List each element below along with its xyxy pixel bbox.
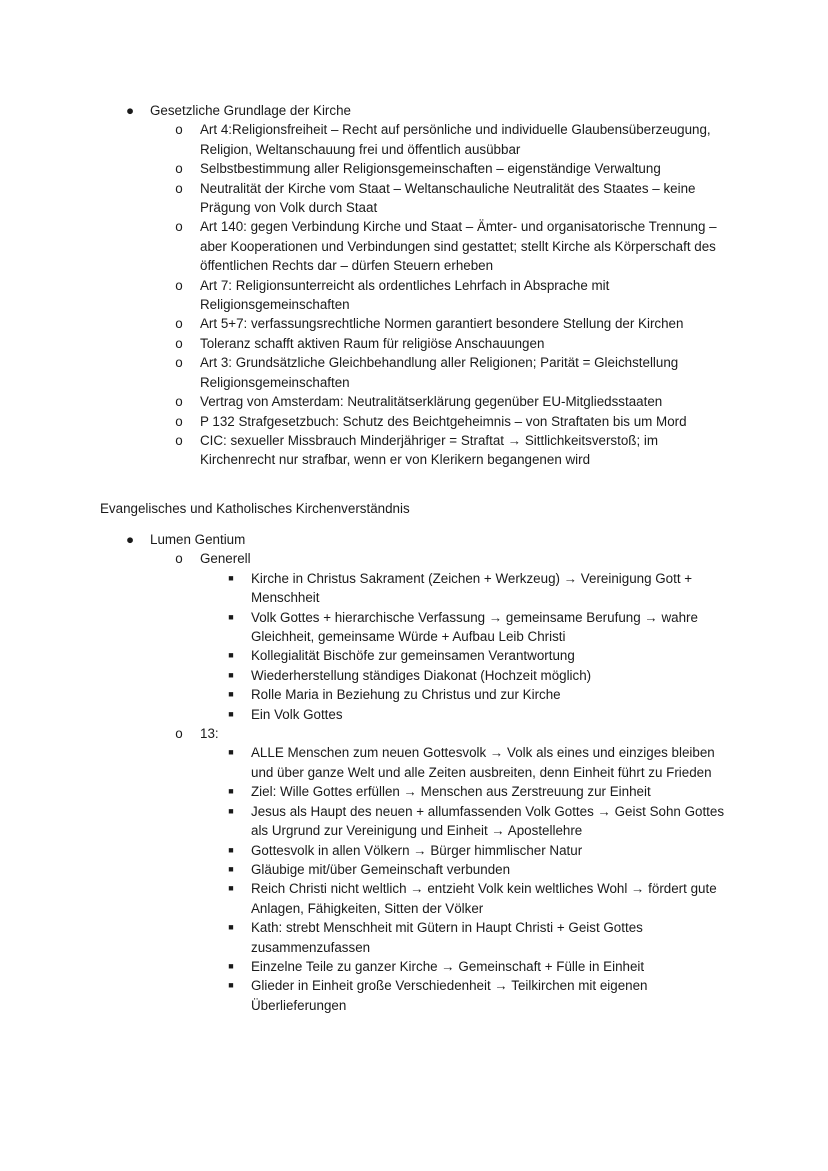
bullet-circle-icon: o xyxy=(175,161,183,177)
list-item-text: Art 3: Grundsätzliche Gleichbehandlung aller Religionen; Parität = Gleichstellung Religionsgemeinschaften xyxy=(200,355,679,390)
list-item-lumen-gentium xyxy=(0,530,828,549)
bullet-circle-icon: o xyxy=(175,394,183,410)
list-item-text: Wiederherstellung ständiges Diakonat (Hochzeit möglich) xyxy=(251,667,592,683)
list-item-text: Kirche in Christus Sakrament (Zeichen + Werkzeug) → Vereinigung Gott + Menschheit xyxy=(251,570,693,606)
list-item xyxy=(0,957,828,976)
bullet-circle-icon: o xyxy=(175,316,183,332)
bullet-square-icon: ■ xyxy=(228,883,234,894)
bullet-disc-icon: ● xyxy=(125,532,135,547)
list-item xyxy=(0,314,828,333)
bullet-square-icon: ■ xyxy=(228,611,234,622)
list-item xyxy=(0,646,828,665)
bullet-square-icon: ■ xyxy=(228,805,234,816)
list-item xyxy=(0,685,828,704)
list-item xyxy=(0,976,828,1015)
list-item xyxy=(0,392,828,411)
list-item-text: Ziel: Wille Gottes erfüllen → Menschen aus Zerstreuung zur Einheit xyxy=(251,784,651,800)
list-item xyxy=(0,334,828,353)
bullet-square-icon: ■ xyxy=(228,922,234,933)
list-item xyxy=(0,412,828,431)
list-item xyxy=(0,802,828,841)
list-item-text: Neutralität der Kirche vom Staat – Weltanschauliche Neutralität des Staates – keine Prägung von Volk durch Staat xyxy=(200,180,696,216)
bullet-square-icon: ■ xyxy=(228,844,234,855)
bullet-circle-icon: o xyxy=(175,122,183,138)
list-item-text: P 132 Strafgesetzbuch: Schutz des Beichtgeheimnis – von Straftaten bis um Mord xyxy=(200,413,687,429)
bullet-circle-icon: o xyxy=(175,726,183,742)
bullet-square-icon: ■ xyxy=(228,650,234,661)
list-item-text: Gläubige mit/über Gemeinschaft verbunden xyxy=(251,861,511,877)
list-item-text: Generell xyxy=(200,551,251,567)
list-item xyxy=(0,918,828,957)
list-item-text: Jesus als Haupt des neuen + allumfassenden Volk Gottes → Geist Sohn Gottes als Urgrund zur Vereinigung und Einheit → Apostellehre xyxy=(251,803,725,839)
list-item-13 xyxy=(0,724,828,743)
bullet-square-icon: ■ xyxy=(228,863,234,874)
list-item-text: Kath: strebt Menschheit mit Gütern in Haupt Christi + Geist Gottes zusammenzufassen xyxy=(251,920,643,955)
list-item-text: CIC: sexueller Missbrauch Minderjähriger = Straftat → Sittlichkeitsverstoß; im Kirchenrecht nur strafbar, wenn er von Klerikern begangenen wird xyxy=(200,432,659,468)
list-item xyxy=(0,431,828,470)
list-item-text: Rolle Maria in Beziehung zu Christus und zur Kirche xyxy=(251,687,561,703)
level1-list xyxy=(0,101,828,120)
section-church-understanding xyxy=(0,501,828,1015)
list-item xyxy=(0,860,828,879)
list-item-text: Art 4:Religionsfreiheit – Recht auf persönliche und individuelle Glaubensüberzeugung, Religion, Weltanschauung frei und öffentlich ausübbar xyxy=(200,122,711,157)
generell-sublist xyxy=(0,569,828,724)
bullet-circle-icon: o xyxy=(175,335,183,351)
bullet-circle-icon: o xyxy=(175,551,183,567)
list-item-text: Glieder in Einheit große Verschiedenheit → Teilkirchen mit eigenen Überlieferungen xyxy=(251,978,648,1013)
bullet-square-icon: ■ xyxy=(228,572,234,583)
bullet-square-icon: ■ xyxy=(228,747,234,758)
list-item xyxy=(0,276,828,315)
list-item-title: Lumen Gentium xyxy=(150,532,246,547)
list-item-legal-basis xyxy=(0,101,828,120)
list-item xyxy=(0,705,828,724)
lumen-gentium-sublist xyxy=(0,724,828,743)
nr13-sublist xyxy=(0,743,828,1015)
bullet-circle-icon: o xyxy=(175,180,183,196)
level1-list xyxy=(0,530,828,549)
list-item-text: ALLE Menschen zum neuen Gottesvolk → Volk als eines und einziges bleiben und über ganze Welt und alle Zeiten ausbreiten, denn Einheit führt zu Frieden xyxy=(251,745,715,780)
list-item xyxy=(0,879,828,918)
list-item-text: Art 5+7: verfassungsrechtliche Normen garantiert besondere Stellung der Kirchen xyxy=(200,316,684,332)
list-item xyxy=(0,782,828,801)
list-item-title: Gesetzliche Grundlage der Kirche xyxy=(150,103,351,118)
section-heading: Evangelisches und Katholisches Kirchenverständnis xyxy=(100,501,410,516)
bullet-circle-icon: o xyxy=(175,219,183,235)
bullet-square-icon: ■ xyxy=(228,786,234,797)
legal-basis-sublist xyxy=(0,120,828,469)
list-item-text: Vertrag von Amsterdam: Neutralitätserklärung gegenüber EU-Mitgliedsstaaten xyxy=(200,394,663,410)
list-item xyxy=(0,743,828,782)
bullet-square-icon: ■ xyxy=(228,669,234,680)
list-item xyxy=(0,179,828,218)
list-item-text: Art 7: Religionsunterreicht als ordentliches Lehrfach in Absprache mit Religionsgemeinschaften xyxy=(200,277,610,313)
list-item-text: Selbstbestimmung aller Religionsgemeinschaften – eigenständige Verwaltung xyxy=(200,161,661,177)
list-item xyxy=(0,217,828,275)
lumen-gentium-sublist xyxy=(0,549,828,568)
bullet-circle-icon: o xyxy=(175,277,183,293)
list-item-text: Toleranz schafft aktiven Raum für religiöse Anschauungen xyxy=(200,335,545,351)
list-item-text: Kollegialität Bischöfe zur gemeinsamen Verantwortung xyxy=(251,648,575,664)
bullet-square-icon: ■ xyxy=(228,708,234,719)
bullet-disc-icon: ● xyxy=(125,103,135,118)
list-item-text: Ein Volk Gottes xyxy=(251,706,343,722)
list-item xyxy=(0,841,828,860)
list-item xyxy=(0,120,828,159)
bullet-circle-icon: o xyxy=(175,355,183,371)
bullet-square-icon: ■ xyxy=(228,980,234,991)
list-item-text: Einzelne Teile zu ganzer Kirche → Gemeinschaft + Fülle in Einheit xyxy=(251,958,645,974)
list-item xyxy=(0,666,828,685)
list-item-text: Reich Christi nicht weltlich → entzieht Volk kein weltliches Wohl → fördert gute Anlagen, Fähigkeiten, Sitten der Völker xyxy=(251,881,717,916)
bullet-square-icon: ■ xyxy=(228,960,234,971)
bullet-circle-icon: o xyxy=(175,432,183,448)
list-item-text: 13: xyxy=(200,726,219,742)
list-item-text: Art 140: gegen Verbindung Kirche und Staat – Ämter- und organisatorische Trennung – aber Kooperationen und Verbindungen sind gestattet; stellt Kirche als Körperschaft des öffentlichen Rechts dar – dürfen Steuern erheben xyxy=(200,219,717,274)
list-item-generell xyxy=(0,549,828,568)
list-item-text: Gottesvolk in allen Völkern → Bürger himmlischer Natur xyxy=(251,842,583,858)
list-item-text: Volk Gottes + hierarchische Verfassung → gemeinsame Berufung → wahre Gleichheit, gemeinsame Würde + Aufbau Leib Christi xyxy=(251,609,698,645)
section-legal-basis xyxy=(0,101,828,470)
list-item xyxy=(0,159,828,178)
list-item xyxy=(0,353,828,392)
list-item xyxy=(0,569,828,608)
bullet-square-icon: ■ xyxy=(228,689,234,700)
list-item xyxy=(0,608,828,647)
bullet-circle-icon: o xyxy=(175,413,183,429)
